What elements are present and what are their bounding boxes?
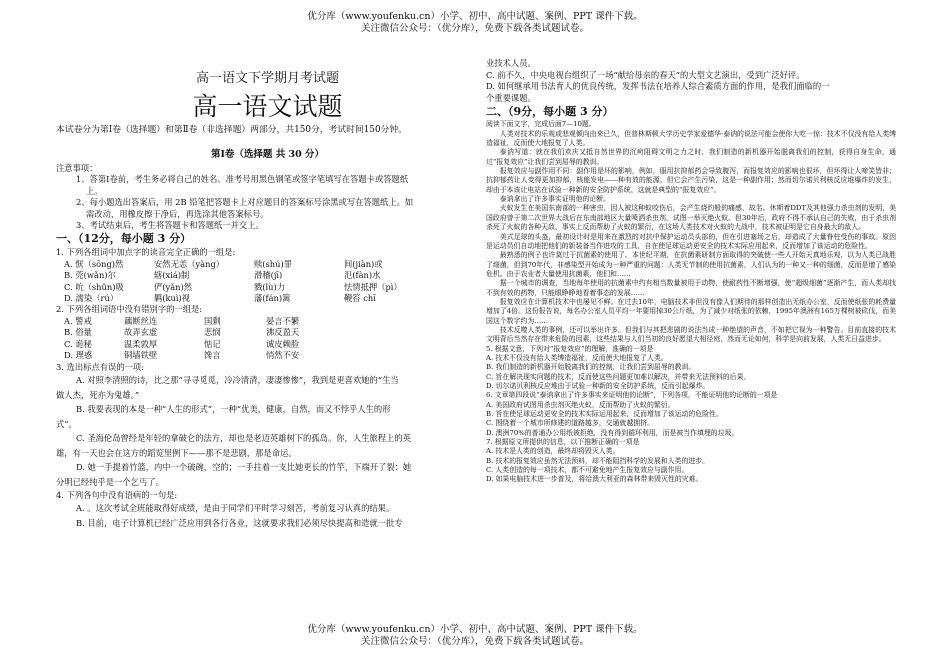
q2-option-cell: 悲悯 (204, 327, 221, 338)
q1-option-cell: D. 濡染（rú） (64, 293, 119, 304)
reading-paragraph: 报复效应在计算机技术中也屡见不鲜。在过去10年，电脑技术非但没有像人们期待的那样创造出无纸办公室，反而使纸张的耗费量增加了4倍。这份报告说，每名办公室人员平均一年要用掉30公斤纸，为了减少对纸张的依赖，1995年澳洲有165万棵树被砍伐，而美国这个数字约为…… (486, 297, 896, 325)
q2-option-cell: 馋言 (204, 350, 221, 361)
reading-paragraph: 美式足球的头盔，最初设计时是用来在激烈的对抗中保护运动员头部的，但在引进塞场之后，却造成了大量脊柱受伤的事故。原因是运动员们自动地把他们的新装备当作进攻的工具，自在使足球运动更安全的技术实际应用起来，反而增加了该运动的危险性。 (486, 232, 896, 250)
q1-option-cell: 怯情抵押（pì） (344, 281, 402, 292)
reading-paragraph: 据一个城市的调查，当地每年使用的抗菌素中约有相当数量被用于动物，使耐药性不断增强，使“超级细菌”逐渐产生，而人类却找不到有效的药物，只能眼睁睁地看着事态的发展…… (486, 279, 896, 297)
q1-option-cell: 俨(yǎn)然 (154, 281, 193, 292)
reading-paragraph: 报复效应与副作用不同：副作用是坏的影响，例如，服用抗抑郁药会导致腹泻，而报复效应的影响也很坏，但坏得让人啼笑皆非；抗抑郁药让人变得更加抑郁，核能发电——种有效的能源，但它会产生污染，这是一种副作用；然而切尔诺贝利核反应堆爆炸的发生，却由于本该让电站在试验一种新的安全防护系统，这就是典型的“报复效应”。 (486, 167, 896, 194)
q1-option-row (56, 270, 479, 281)
reading-paragraph: 泰讷写道：就在我们欢庆又抵自然世界的沉疴阻碍文明之力之时，我们制造的新机器开始脱离我们的控制，获得自身生命，通过“报复效应”让我们尝到屈辱的教训。 (486, 148, 896, 166)
q4-option-line: B. 目前，电子计算机已经广泛应用到各行各业，这就要求我们必须尽快提高和造就一批专 (76, 517, 403, 528)
q1-option-row (56, 293, 479, 304)
q2-option-row (56, 339, 479, 350)
q2-option-cell: 温柔敦厚 (124, 338, 158, 349)
q2-option-cell: 诚皮赖脸 (266, 338, 300, 349)
q1-option-cell: B. 莞(wǎn)尔 (64, 270, 116, 281)
q2-option-row (56, 350, 479, 361)
q2-option-cell: 沸反盈天 (266, 327, 300, 338)
q1-option-cell: 戮(lù)力 (254, 281, 286, 292)
q7-option: B. 技术的报复效应虽然无法预料，却不能阻挡科学的发展和人类的进步。 (486, 456, 710, 465)
notice-line: 1、答第Ⅰ卷前，考生务必将自己的姓名、准考号用黑色钢笔或签字笔填写在答题卡或答题纸 (76, 174, 409, 185)
q5-option: C. 旨在解决现实问题的技术，反而使这些问题更加难以解决，并带来无法预料的后果。 (486, 372, 751, 381)
q3-option-line: 式”。 (56, 418, 77, 429)
notice-line: 3、考试结束后，考生将答题卡和答题纸一并交上。 (76, 220, 264, 231)
part-one-heading: 第Ⅰ卷（选择题 共 30 分） (210, 149, 325, 160)
q2-option-cell: C. 诡秘 (64, 338, 92, 349)
header-line-1: 优分库（www.youfenku.cn）小学、初中、高中试题、案例、PPT 课件下载。 (307, 11, 643, 22)
notice-line: 上。 (86, 185, 103, 196)
q3-option-line: C. 圣海伦岛曾经是年轻的拿破仑的法方，却也是老迈英雄树下的孤岛。你，人生旅程上的英 (76, 433, 411, 444)
q2-option-row (56, 327, 479, 338)
q6-option: C. 围绕着一个城市所修建的道路越多，交通就越拥挤。 (486, 419, 654, 428)
q2-option-cell: 故弄玄虚 (124, 327, 158, 338)
notice-line: 需改动，用橡皮擦干净后，再选涂其他答案标号。 (86, 208, 269, 219)
q1-option-row (56, 282, 479, 293)
q4-continued-line: 业技术人员。 (486, 58, 536, 68)
notice-line: 2、每小题选出答案后，用 2B 铅笔把答题卡上对应题目的答案标号涂黑或写在答题纸上。如 (76, 197, 414, 208)
section-one-heading: 一、（12分，每小题 3 分） (56, 232, 192, 246)
question-2: 2. 下列各组词语中没有错别字的一组是: (56, 304, 203, 315)
reading-intro: 阅读下面文字，完成后面7—10题。 (486, 120, 596, 129)
right-column (486, 58, 896, 613)
footer-line-2: 关注微信公众号：（优分库），免费下载各类试题试卷。 (360, 636, 589, 647)
footer-line-1: 优分库（www.youfenku.cn）小学、初中、高中试题、案例、PPT 课件下载。 (307, 624, 643, 635)
q2-option-cell: D. 理惑 (64, 350, 93, 361)
q3-option-line: 分明已经纯乎是一个乞丐了。 (56, 477, 164, 488)
q6-option: B. 旨在使足球运动更安全的技术实际运用起来，反而增加了该运动的危险性。 (486, 410, 723, 419)
q2-option-cell: B. 俗量 (64, 327, 92, 338)
q1-option-cell: C. 吮（shǔn)吸 (64, 281, 124, 292)
q7-option: A. 技术是人类的创造，最终却将毁灭人类。 (486, 447, 620, 456)
q3-option-line: B. 我要表现的本是一种“人生的形式”，一种“优美，健康，自然，而又不悖乎人生的形 (76, 404, 391, 415)
q1-option-cell: 安然无恙（yàng） (154, 258, 225, 269)
q4-option-line: A. 。这次考试全班能取得好成绩，是由于同学们平时学习刻苦，考前复习认真的结果。 (76, 503, 395, 514)
q4-continued-line: 个重要课题。 (486, 92, 536, 103)
q3-option-line: D. 她一手提着竹篮，内中一个破碗，空的；一手拄着一支比她更长的竹竿，下端开了裂：她 (76, 462, 412, 473)
q7-option: C. 人类创造的每一项技术，都不可避免地产生报复效应与副作用。 (486, 466, 689, 475)
q1-option-cell: 赎(shú)罪 (254, 258, 293, 269)
q2-option-cell: 悄然不安 (266, 350, 300, 361)
reading-paragraph: 泰讷拿出了许多事实证明他的论断。 (499, 195, 611, 204)
q6-option: A. 美国政府试图用杀虫剂灭绝火蚁，反而帮助了火蚁的繁衍。 (486, 400, 675, 409)
reading-paragraph: 技术反噬人类的事例，还可以举出许多。但我们与其把悲剧的说法当成一种绝望的声音，不如把它视为一种警告。目前直接的技术文明背后当然存在带来危险的因素，这些结果与人们当初的良好愿望大相径庭，然而无论如何，科学是向前发展，人类无日益进步。 (486, 325, 896, 344)
q1-option-cell: 氾(fàn)水 (344, 270, 381, 281)
q2-option-cell: 惦记 (204, 338, 221, 349)
question-1: 1. 下列各组词中加点字的读音完全正确的一组是: (56, 247, 236, 258)
q1-option-cell: 间(jiàn)或 (344, 258, 383, 269)
exam-intro: 本试卷分为第Ⅰ卷（选择题）和第Ⅱ卷（非选择题）两部分，共150分，考试时间150分钟。 (56, 125, 407, 135)
q2-option-cell: 晏言不繁 (266, 315, 300, 326)
q1-option-row (56, 259, 479, 270)
reading-paragraph: 火蚁发生在美国东南部的一种害虫，因人被这种蚁咬伤后，会产生烧灼般的痛感，故名。休斯着DDT及其他强力杀虫剂的发明，美国政府曾于第二次世界大战后在东南部地区大量喷洒杀虫剂，试图一举灭绝火蚁。但30年后，政府不得不承认自己的失败，由于杀虫剂杀死了火蚁的各种天敌，事实上反而帮助了火蚁的繁衍，在这场人类技术对火蚁的大战中，技术被证明是它自身最大的敌人。 (486, 204, 896, 232)
q5-option: D. 切尔诺贝利核反应堆由于试验一种新的安全防护系统，反而引起爆炸。 (486, 382, 710, 390)
q4-continued-line: D. 如何继承用书法育人的优良传统，发挥书法在培养人综合素质方面的作用，是我们面临的一 (486, 81, 830, 92)
q1-option-cell: 辖(xiá)制 (154, 270, 190, 281)
header-line-2: 关注微信公众号：（优分库），免费下载各类试题试卷。 (360, 23, 589, 34)
q5-option: A. 技术不仅没有给人类缚造福祉，反而使大地报复了人类。 (486, 353, 668, 362)
q5-option: B. 我们制造的新机器开始脱离我们的控制，让我们尝到屈辱的教训。 (486, 363, 696, 372)
q3-option-line: 做人杰，死亦为鬼雄。” (56, 389, 140, 400)
q2-option-cell: 藕断丝连 (124, 315, 158, 326)
question-7: 7. 根据原文所提供的信息，以下推断正确的一项是 (486, 438, 640, 447)
q2-option-cell: A. 警戒 (64, 315, 92, 326)
notice-heading: 注意事项： (56, 163, 98, 173)
q4-continued-line: C. 前不久，中央电视台组织了一场“献给母亲的春天”的大型文艺演出，受到广泛好评。 (486, 69, 805, 80)
section-two-heading: 二、（9分，每小题 3 分） (486, 105, 614, 119)
left-column (56, 58, 479, 613)
q6-option: D. 澳洲70%的普通办公用纸被拒绝，没有得到循环利用，而是被当作填埋的垃圾。 (486, 428, 739, 437)
q3-option-line: A. 对照李清照的诗，比之那“寻寻觅觅，冷冷清清，凄凄惨惨”，我到是更喜欢她的“生当 (76, 374, 399, 385)
exam-subtitle: 高一语文下学期月考试题 (195, 71, 339, 86)
q3-option-line: 雄，有一天也会在这方的蹈览里例下——那不是悲剧，那是命运。 (56, 447, 297, 458)
reading-paragraph: 人类对技术的乐观或悲观倾向由来已久，但普林斯顿大学历史学家爱德华·泰讷的说法可能会使你大吃一惊：技术不仅没有给人类缚造福祉，反而使大地报复了人类。 (486, 129, 896, 148)
q1-option-cell: 藩(fán)篱 (254, 293, 291, 304)
question-5: 5. 根据文意，下列对“报复效应”的理解，准确的一项是 (486, 344, 654, 353)
q1-option-cell: 羁(kuì)视 (154, 293, 191, 304)
q1-option-cell: A. 恹（sōng)然 (64, 258, 124, 269)
q7-option: D. 如果电脑技术进一步普及，将给澳大利亚的森林带来毁灭性的灾难。 (486, 475, 703, 484)
reading-paragraph: 最熟悉的例子也许莫过于抗菌素的使用了。本世纪平期，在抗菌素研制方面取得的突破使一些人开始天真地乐观，以为人类已战胜了细菌，但到70年代，非感染型开始成为一种严重的问题：人类无节制的使用抗菌素，人们认为的一种又一种的细菌，反而是增了感染危机。由于农业者大量使用抗菌素，他们和…… (486, 251, 896, 278)
q2-option-cell: 国剩 (204, 315, 221, 326)
q2-option-row (56, 316, 479, 327)
q1-option-cell: 鞭笞 chī (344, 293, 376, 304)
q1-option-cell: 滑稽(jī) (254, 270, 283, 281)
question-3: 3. 选出标点有误的一项: (56, 361, 145, 372)
exam-title: 高一语文试题 (192, 92, 343, 121)
question-6: 6. 文章第四段说“泰讷拿出了许多事实来证明他的论断”，下列各项，不能证明他的论断的一项是 (486, 391, 778, 400)
q2-option-cell: 铜墙铁壁 (124, 350, 158, 361)
question-4: 4. 下列各句中没有语病的一句是: (56, 489, 178, 500)
